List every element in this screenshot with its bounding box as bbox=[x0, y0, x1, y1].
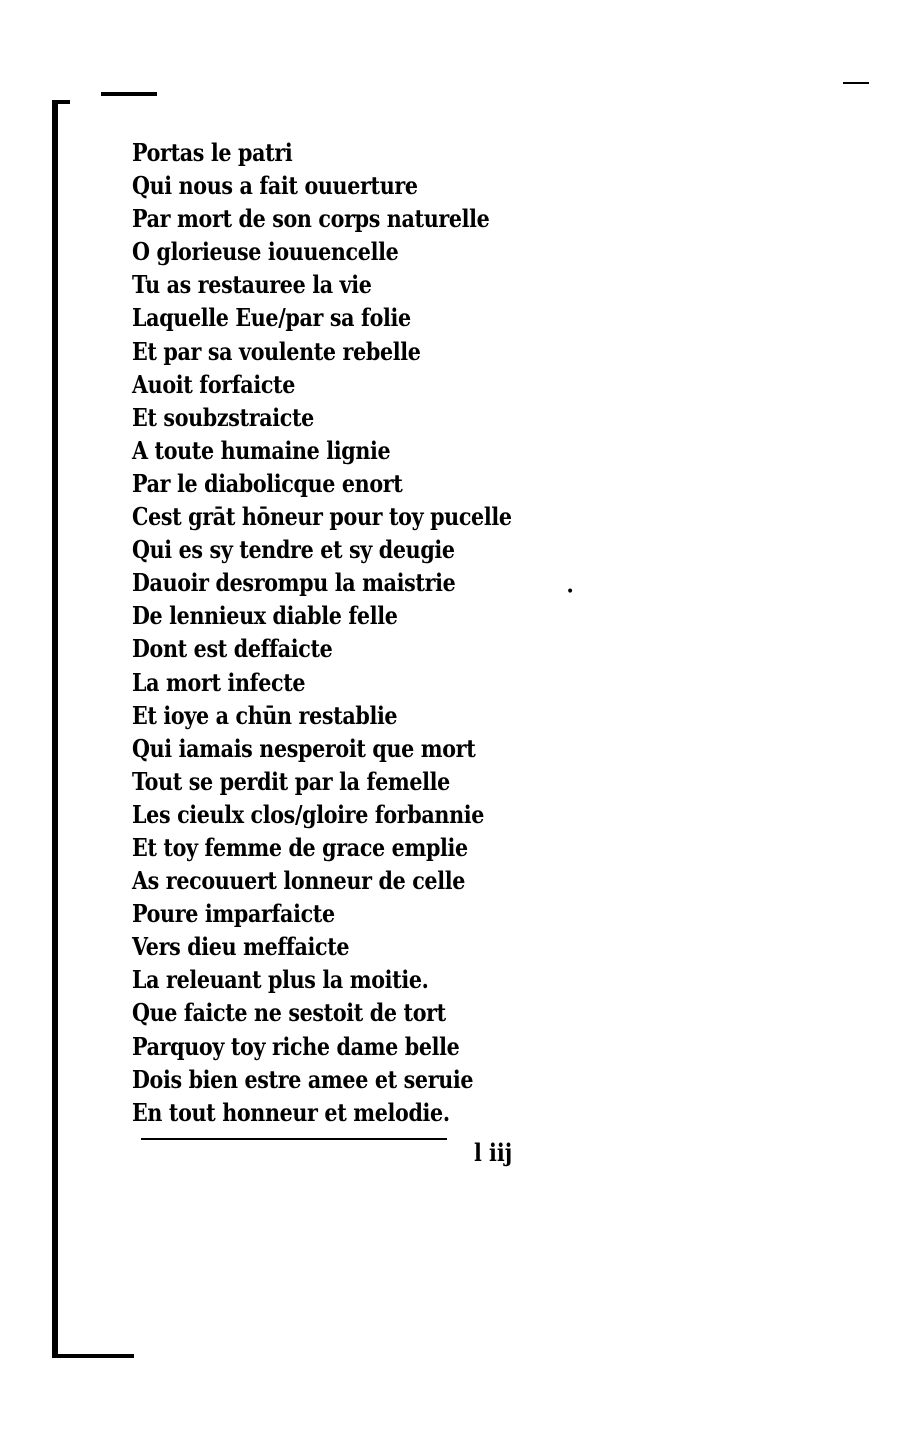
verse-line: La releuant plus la moitie. bbox=[132, 965, 429, 995]
verse-line: Qui es sy tendre et sy deugie bbox=[132, 535, 455, 565]
verse-line: En tout honneur et melodie. bbox=[132, 1097, 450, 1127]
verse-line: De lennieux diable felle bbox=[132, 601, 398, 631]
verse-line: Dois bien estre amee et seruie bbox=[132, 1064, 474, 1094]
verse-line: Portas le patri bbox=[132, 138, 293, 167]
verse-line: Poure imparfaicte bbox=[132, 899, 335, 929]
top-rule bbox=[101, 92, 157, 96]
verse-line: Dont est deffaicte bbox=[132, 634, 333, 664]
verse-line: Dauoir desrompu la maistrie bbox=[132, 568, 456, 598]
verse-line: Et par sa voulente rebelle bbox=[132, 336, 421, 366]
verse-line: Tout se perdit par la femelle bbox=[132, 766, 450, 796]
top-left-tick bbox=[52, 100, 70, 104]
verse-line: Auoit forfaicte bbox=[132, 369, 296, 399]
verse-text bbox=[132, 136, 573, 1129]
verse-line: Et toy femme de grace emplie bbox=[132, 832, 468, 862]
verse-line: La mort infecte bbox=[132, 667, 306, 697]
left-margin-rule bbox=[52, 100, 58, 1358]
verse-line: Cest grāt hōneur pour toy pucelle bbox=[132, 502, 512, 532]
verse-line: Les cieulx clos/gloire forbannie bbox=[132, 799, 485, 829]
verse-line: Par mort de son corps naturelle bbox=[132, 204, 490, 234]
stray-mark: • bbox=[566, 584, 575, 600]
verse-line: Et soubzstraicte bbox=[132, 402, 314, 432]
underline-rule bbox=[141, 1138, 447, 1140]
verse-line: Parquoy toy riche dame belle bbox=[132, 1031, 460, 1061]
verse-line: As recouuert lonneur de celle bbox=[132, 866, 466, 896]
bottom-rule bbox=[52, 1354, 134, 1358]
signature-mark: l iij bbox=[474, 1138, 513, 1167]
verse-line: Que faicte ne sestoit de tort bbox=[132, 998, 446, 1028]
verse-line: Par le diabolicque enort bbox=[132, 468, 403, 498]
verse-line: Et ioye a chūn restablie bbox=[132, 700, 398, 730]
verse-line: Qui iamais nesperoit que mort bbox=[132, 733, 476, 763]
verse-line: A toute humaine lignie bbox=[132, 435, 391, 465]
verse-line: Vers dieu meffaicte bbox=[132, 932, 350, 962]
verse-line: Tu as restauree la vie bbox=[132, 270, 372, 300]
verse-line: Laquelle Eue/par sa folie bbox=[132, 303, 411, 333]
verse-line: O glorieuse iouuencelle bbox=[132, 237, 399, 267]
top-right-speck bbox=[843, 82, 869, 84]
verse-line: Qui nous a fait ouuerture bbox=[132, 171, 418, 201]
